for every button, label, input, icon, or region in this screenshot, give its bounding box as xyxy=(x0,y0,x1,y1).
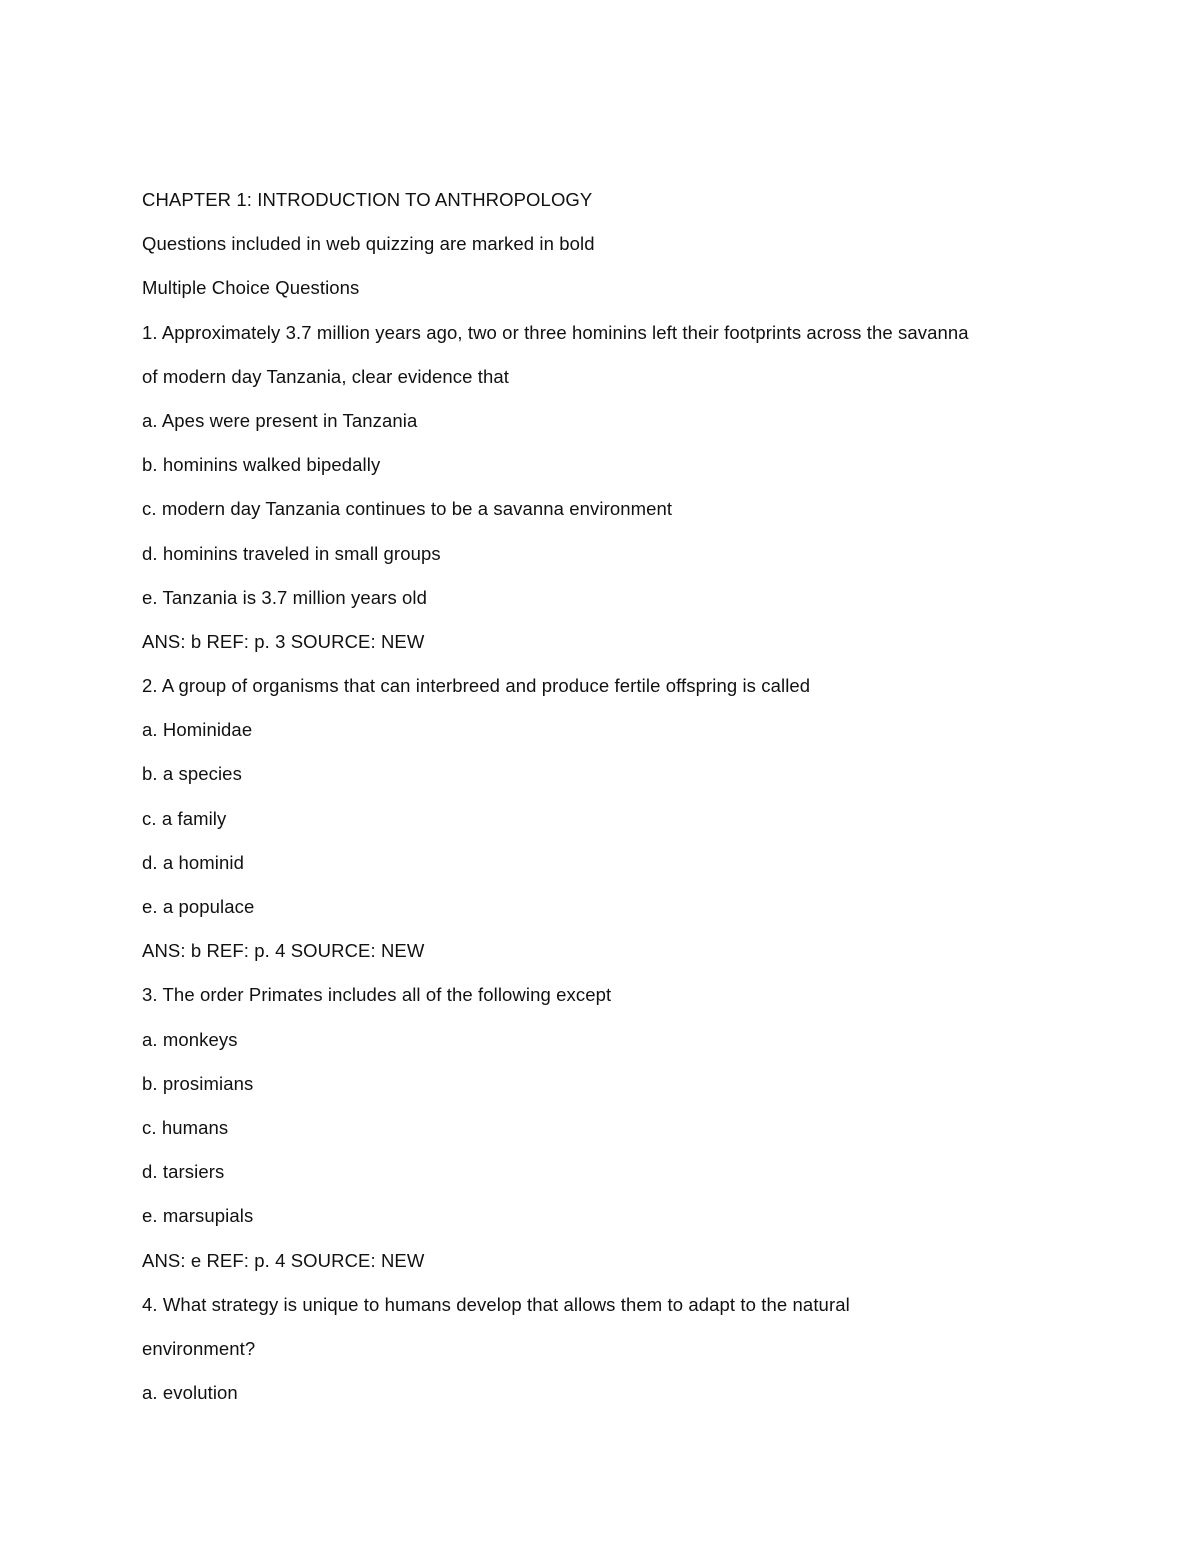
question-3-option-d: d. tarsiers xyxy=(142,1161,225,1183)
question-3-option-c: c. humans xyxy=(142,1116,229,1138)
question-3-option-b: b. prosimians xyxy=(142,1072,254,1094)
chapter-title: CHAPTER 1: INTRODUCTION TO ANTHROPOLOGY xyxy=(142,189,593,210)
question-1-option-d: d. hominins traveled in small groups xyxy=(142,542,441,564)
question-3-answer: ANS: e REF: p. 4 SOURCE: NEW xyxy=(142,1249,425,1271)
question-2-option-b: b. a species xyxy=(142,763,242,785)
question-1-text: 1. Approximately 3.7 million years ago, two or three hominins left their footprints across the savanna xyxy=(142,321,969,343)
question-2-option-e: e. a populace xyxy=(142,896,255,917)
section-heading: Multiple Choice Questions xyxy=(142,277,360,299)
question-2-text: 2. A group of organisms that can interbreed and produce fertile offspring is called xyxy=(142,675,811,697)
question-1-option-a: a. Apes were present in Tanzania xyxy=(142,409,418,431)
question-1-option-c: c. modern day Tanzania continues to be a savanna environment xyxy=(142,498,673,520)
question-3-option-e: e. marsupials xyxy=(142,1205,254,1227)
question-2-option-d: d. a hominid xyxy=(142,851,244,873)
question-2-option-a: a. Hominidae xyxy=(142,719,253,741)
document-body xyxy=(142,186,1062,1423)
question-2-option-c: c. a family xyxy=(142,807,227,829)
question-1-option-e: e. Tanzania is 3.7 million years old xyxy=(142,586,428,608)
question-1-answer: ANS: b REF: p. 3 SOURCE: NEW xyxy=(142,630,425,652)
instructions-note: Questions included in web quizzing are marked in bold xyxy=(142,233,595,255)
question-2-answer: ANS: b REF: p. 4 SOURCE: NEW xyxy=(142,940,425,962)
question-4-text: 4. What strategy is unique to humans develop that allows them to adapt to the natural xyxy=(142,1293,850,1315)
question-1-option-b: b. hominins walked bipedally xyxy=(142,454,381,476)
question-1-text-cont: of modern day Tanzania, clear evidence that xyxy=(142,365,509,387)
question-3-text: 3. The order Primates includes all of the following except xyxy=(142,984,612,1006)
question-4-option-a: a. evolution xyxy=(142,1382,238,1404)
question-4-text-cont: environment? xyxy=(142,1337,256,1359)
question-3-option-a: a. monkeys xyxy=(142,1028,238,1050)
